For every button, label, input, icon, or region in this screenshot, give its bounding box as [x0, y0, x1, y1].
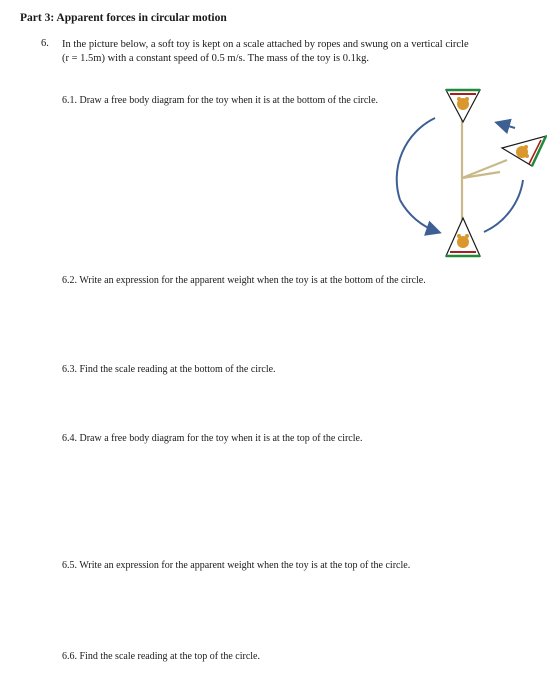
- motion-arrow-left-bottom: [400, 200, 438, 232]
- motion-arrow-left-top: [397, 118, 435, 200]
- part-heading: Part 3: Apparent forces in circular motion: [20, 12, 227, 24]
- scale-bottom: [446, 218, 480, 256]
- scale-side: [502, 136, 546, 166]
- subquestion-6-2: 6.2. Write an expression for the apparent weight when the toy is at the bottom of the circle.: [62, 275, 426, 286]
- ropes: [462, 114, 507, 220]
- motion-arrow-right-bottom: [484, 180, 523, 232]
- circular-motion-figure: [380, 80, 550, 270]
- subquestion-6-5: 6.5. Write an expression for the apparent weight when the toy is at the top of the circle.: [62, 560, 411, 571]
- question-number: 6.: [41, 38, 49, 49]
- subquestion-6-6: 6.6. Find the scale reading at the top of the circle.: [62, 651, 260, 662]
- question-line-1: In the picture below, a soft toy is kept on a scale attached by ropes and swung on a vertical circle: [62, 39, 469, 50]
- subquestion-6-1: 6.1. Draw a free body diagram for the toy when it is at the bottom of the circle.: [62, 95, 379, 106]
- motion-arrow-right-top: [498, 123, 515, 128]
- question-text: [62, 38, 532, 66]
- subquestion-6-3: 6.3. Find the scale reading at the bottom of the circle.: [62, 364, 276, 375]
- question-line-2: (r = 1.5m) with a constant speed of 0.5 m/s. The mass of the toy is 0.1kg.: [62, 53, 369, 64]
- scale-top: [446, 90, 480, 122]
- subquestion-6-4: 6.4. Draw a free body diagram for the toy when it is at the top of the circle.: [62, 433, 363, 444]
